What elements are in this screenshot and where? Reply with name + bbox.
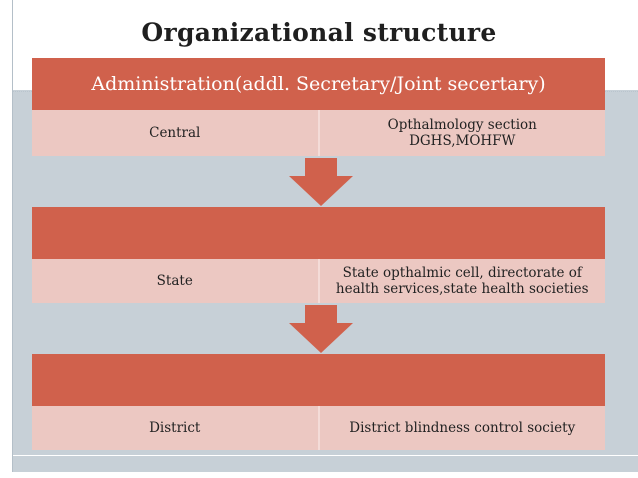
level-name-cell: Central	[32, 110, 318, 156]
level-header-central	[32, 58, 605, 110]
level-name-cell: District	[32, 406, 318, 450]
level-name-cell: State	[32, 259, 318, 303]
level-row-central	[32, 110, 605, 156]
level-row-district	[32, 406, 605, 450]
down-arrow-icon	[289, 158, 353, 206]
level-header-district	[32, 354, 605, 406]
slide-title: Organizational structure	[141, 18, 497, 47]
down-arrow-icon	[289, 305, 353, 353]
level-detail-cell: Opthalmology section DGHS,MOHFW	[318, 110, 606, 156]
bottom-strip	[12, 456, 638, 472]
level-detail-cell: District blindness control society	[318, 406, 606, 450]
left-rule	[12, 0, 13, 472]
level-row-state	[32, 259, 605, 303]
level-header-state	[32, 207, 605, 259]
level-header-text: Administration(addl. Secretary/Joint secertary)	[91, 73, 546, 95]
level-detail-cell: State opthalmic cell, directorate of health services,state health societies	[318, 259, 606, 303]
